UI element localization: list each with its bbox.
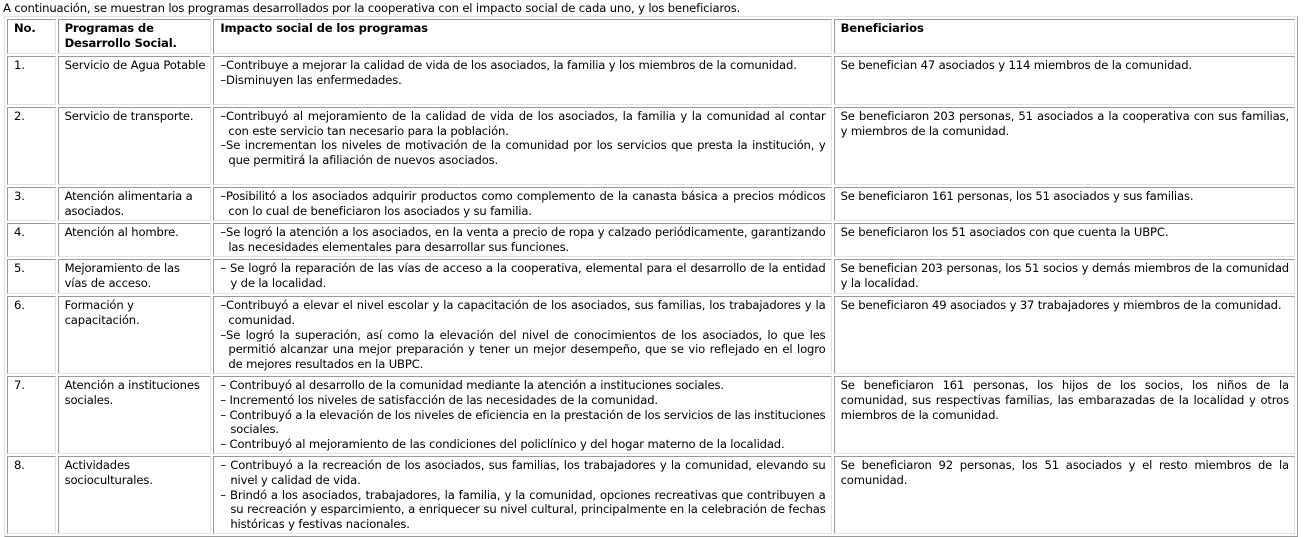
impact-item: –Se logró la atención a los asociados, en la venta a precio de ropa y calzado periódicamente, garantizando las necesidades elementales para desarrollar sus funciones.: [220, 225, 826, 254]
impact-item: – Brindó a los asociados, trabajadores, la familia, y la comunidad, opciones recreativas que contribuyen a su recreación y esparcimiento, a enriquecer su nivel cultural, principalmente en la celebración de fechas históricas y festivas nacionales.: [220, 487, 826, 531]
impact-item: –Se incrementan los niveles de motivación de la comunidad por los servicios que presta la institución, y que permitirá la afiliación de nuevos asociados.: [220, 138, 826, 167]
table-header-row: [7, 19, 1295, 54]
beneficiarios-text: Se beneficiaron 203 personas, 51 asociados a la cooperativa con sus familias, y miembros de la comunidad.: [840, 109, 1289, 138]
cell-beneficiarios: [834, 223, 1295, 257]
cell-no: 4.: [7, 223, 56, 257]
beneficiarios-text: Se beneficiaron 161 personas, los hijos de los socios, los niños de la comunidad, sus respectivas familias, las embarazadas de la localidad y otros miembros de la comunidad.: [840, 378, 1289, 422]
cell-impacto: [213, 259, 831, 294]
cell-beneficiarios: [834, 56, 1295, 105]
cell-beneficiarios: [834, 456, 1295, 534]
cell-no: 3.: [7, 187, 56, 221]
header-impacto: Impacto social de los programas: [213, 19, 831, 54]
cell-no: 8.: [7, 456, 56, 534]
cell-no: 6.: [7, 296, 56, 374]
cell-beneficiarios: [834, 376, 1295, 454]
impact-item: –Contribuye a mejorar la calidad de vida de los asociados, la familia y los miembros de la comunidad.: [220, 58, 797, 72]
cell-impacto: [213, 107, 831, 185]
beneficiarios-text: Se beneficiaron 161 personas, los 51 asociados y sus familias.: [840, 189, 1194, 203]
cell-programa: Mejoramiento de las vías de acceso.: [58, 259, 212, 294]
cell-beneficiarios: [834, 259, 1295, 294]
beneficiarios-text: Se benefician 47 asociados y 114 miembros de la comunidad.: [840, 58, 1192, 72]
table-row: [7, 223, 1295, 257]
cell-no: 2.: [7, 107, 56, 185]
impact-item: – Contribuyó a la elevación de los niveles de eficiencia en la prestación de los servicios de las instituciones sociales.: [220, 407, 826, 437]
table-row: [7, 187, 1295, 221]
header-no: No.: [7, 19, 56, 54]
cell-impacto: [213, 376, 831, 454]
table-row: [7, 107, 1295, 185]
cell-programa: Servicio de Agua Potable: [58, 56, 212, 105]
table-row: [7, 456, 1295, 534]
beneficiarios-text: Se beneficiaron 92 personas, los 51 asociados y el resto miembros de la comunidad.: [840, 458, 1289, 487]
impact-item: –Se logró la superación, así como la elevación del nivel de conocimientos de los asociados, lo que les permitió alcanzar una mejor preparación y tener un mejor desempeño, que se vio reflejado en el logro de mejores resultados en la UBPC.: [220, 327, 826, 371]
beneficiarios-text: Se benefician 203 personas, los 51 socios y demás miembros de la comunidad y la localidad.: [840, 261, 1289, 290]
cell-no: 7.: [7, 376, 56, 454]
header-programa: Programas de Desarrollo Social.: [58, 19, 212, 54]
table-row: [7, 296, 1295, 374]
impact-item: –Posibilitó a los asociados adquirir productos como complemento de la canasta básica a precios módicos con lo cual de beneficiaron los asociados y su familia.: [220, 189, 826, 218]
cell-programa: Atención a instituciones sociales.: [58, 376, 212, 454]
cell-impacto: [213, 223, 831, 257]
beneficiarios-text: Se beneficiaron 49 asociados y 37 trabajadores y miembros de la comunidad.: [840, 298, 1282, 313]
intro-paragraph: A continuación, se muestran los programas desarrollados por la cooperativa con el impacto social de cada uno, y los beneficiaros.: [3, 1, 741, 15]
cell-impacto: [213, 456, 831, 534]
cell-programa: Atención al hombre.: [58, 223, 212, 257]
cell-impacto: [213, 56, 831, 105]
impact-item: –Disminuyen las enfermedades.: [220, 72, 402, 87]
cell-programa: Atención alimentaria a asociados.: [58, 187, 212, 221]
cell-no: 1.: [7, 56, 56, 105]
table-row: [7, 56, 1295, 105]
impact-item: – Contribuyó al mejoramiento de las condiciones del policlínico y del hogar materno de la localidad.: [220, 436, 785, 451]
table-row: [7, 376, 1295, 454]
cell-impacto: [213, 296, 831, 374]
cell-programa: Actividades socioculturales.: [58, 456, 212, 534]
cell-beneficiarios: [834, 296, 1295, 374]
table-row: [7, 259, 1295, 294]
cell-beneficiarios: [834, 187, 1295, 221]
impact-item: – Se logró la reparación de las vías de acceso a la cooperativa, elemental para el desarrollo de la entidad y de la localidad.: [220, 261, 826, 290]
cell-programa: Formación y capacitación.: [58, 296, 212, 374]
cell-no: 5.: [7, 259, 56, 294]
programs-table: [4, 16, 1298, 537]
cell-programa: Servicio de transporte.: [58, 107, 212, 185]
cell-impacto: [213, 187, 831, 221]
impact-item: – Contribuyó al desarrollo de la comunidad mediante la atención a instituciones sociales.: [220, 378, 724, 393]
impact-item: –Contribuyó al mejoramiento de la calidad de vida de los asociados, la familia y la comunidad al contar con este servicio tan necesario para la población.: [220, 109, 826, 138]
impact-item: – Contribuyó a la recreación de los asociados, sus familias, los trabajadores y la comunidad, elevando su nivel y calidad de vida.: [220, 458, 826, 487]
header-beneficiarios: Beneficiarios: [834, 19, 1295, 54]
impact-item: – Incrementó los niveles de satisfacción de las necesidades de la comunidad.: [220, 392, 658, 407]
cell-beneficiarios: [834, 107, 1295, 185]
beneficiarios-text: Se beneficiaron los 51 asociados con que cuenta la UBPC.: [840, 225, 1169, 240]
impact-item: –Contribuyó a elevar el nivel escolar y la capacitación de los asociados, sus familias, los trabajadores y la comunidad.: [220, 298, 826, 327]
